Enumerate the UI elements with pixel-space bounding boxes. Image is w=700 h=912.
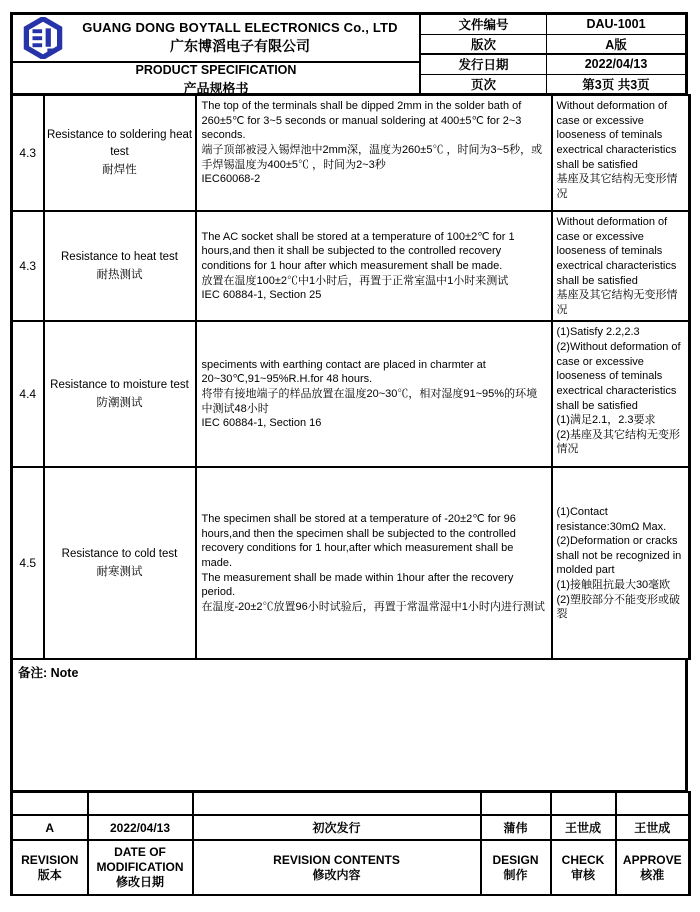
company-block	[13, 15, 419, 63]
header-line: DESIGN	[492, 852, 539, 867]
product-title-block	[13, 63, 419, 97]
requirement	[552, 95, 690, 211]
spec-row-heat	[12, 211, 690, 321]
approve-header	[616, 840, 690, 895]
check-name: 王世成	[551, 815, 616, 840]
requirement-line: (1)满足2.1，2.3要求	[556, 414, 656, 427]
header-left	[13, 15, 421, 96]
page-value: 第3页 共3页	[582, 77, 650, 92]
description-en: The AC socket shall be stored at a temperature of 100±2℃ for 1 hours,and then it shall be subjected to the controlled recovery conditions for 1 hour after which measurement shall be made.	[201, 230, 515, 272]
approve-name: 王世成	[616, 815, 690, 840]
header-field-row	[421, 35, 685, 56]
description-cn: 放置在温度100±2℃中1小时后，再置于正常室温中1小时来测试	[201, 274, 509, 287]
test-name-en: Resistance to moisture test	[50, 379, 189, 392]
company-logo-icon	[21, 17, 65, 59]
revision-label: 版次	[421, 35, 547, 54]
requirement-line: (2)塑胶部分不能变形或破裂	[556, 593, 680, 621]
revision-header-row	[12, 840, 690, 895]
header-line: 修改内容	[312, 867, 361, 882]
revision-header	[12, 840, 88, 895]
check-header	[551, 840, 616, 895]
test-standard: IEC60068-2	[201, 173, 261, 186]
test-name-cn: 防潮测试	[96, 396, 143, 409]
empty-cell	[551, 792, 616, 815]
spec-table	[10, 94, 691, 660]
header-line: CHECK	[561, 852, 605, 867]
requirement-line: (1)Satisfy 2.2,2.3	[556, 326, 640, 339]
revision-code: A	[12, 815, 88, 840]
company-names	[65, 20, 415, 56]
requirement	[552, 321, 690, 467]
design-header	[481, 840, 551, 895]
header-fields	[421, 15, 685, 93]
test-name-cn: 耐热测试	[96, 268, 143, 281]
revision-value: A版	[605, 37, 627, 52]
revision-data-row	[12, 815, 690, 840]
requirement-line: (2)基座及其它结构无变形情况	[556, 428, 680, 456]
empty-cell	[481, 792, 551, 815]
test-name-en: Resistance to heat test	[61, 251, 178, 264]
header-field-row	[421, 75, 685, 94]
modification-date: 2022/04/13	[88, 815, 193, 840]
date-of-modification-header	[88, 840, 193, 895]
test-standard: IEC 60884-1, Section 16	[201, 417, 322, 430]
test-description	[196, 211, 552, 321]
empty-cell	[88, 792, 193, 815]
header-field-row	[421, 55, 685, 75]
test-standard: IEC 60884-1, Section 25	[201, 289, 322, 302]
requirement-en: Without deformation of case or excessive looseness of teminals exectrical characteristics shall be satisfied	[556, 216, 677, 287]
requirement-cn: 基座及其它结构无变形情况	[556, 173, 678, 200]
revision-contents: 初次发行	[193, 815, 481, 840]
spec-row-moisture	[12, 321, 690, 467]
header-line: MODIFICATION	[96, 860, 184, 875]
header-line: 版本	[37, 867, 62, 882]
note-section	[10, 658, 688, 793]
empty-cell	[616, 792, 690, 815]
description-cn: 端子顶部被浸入锡焊池中2mm深，温度为260±5℃ ，时间为3~5秒，或手焊锡温度为400±5℃ ，时间为2~3秒	[201, 143, 543, 171]
page-label: 页次	[421, 75, 547, 94]
requirement-cn: 基座及其它结构无变形情况	[556, 289, 678, 316]
description-cn: 将带有接地端子的样品放置在温度20~30℃，相对湿度91~95%的环境中测试48小时	[201, 388, 538, 415]
header-line: APPROVE	[622, 852, 682, 867]
note-label: 备注: Note	[18, 666, 79, 681]
company-name-en: GUANG DONG BOYTALL ELECTRONICS Co., LTD	[82, 20, 398, 35]
test-description	[196, 95, 552, 211]
row-number: 4.3	[12, 211, 44, 321]
document-header	[10, 12, 688, 96]
spec-row-cold	[12, 467, 690, 659]
test-description	[196, 321, 552, 467]
test-name	[44, 467, 196, 659]
row-number: 4.5	[12, 467, 44, 659]
test-name	[44, 321, 196, 467]
description-en: The specimen shall be stored at a temperature of -20±2℃ for 96 hours,and then the specimen shall be subjected to the controlled recovery conditions for 1 hour,after which measurement shall be made.	[201, 513, 516, 570]
header-line: 审核	[570, 867, 595, 882]
header-line: REVISION CONTENTS	[273, 852, 400, 867]
test-name-cn: 耐寒测试	[96, 565, 143, 578]
requirement-line: (1)Contact resistance:30mΩ Max.	[556, 505, 667, 533]
header-line: 核准	[640, 867, 665, 882]
document-title-en: PRODUCT SPECIFICATION	[135, 63, 297, 77]
row-number: 4.4	[12, 321, 44, 467]
test-name	[44, 211, 196, 321]
description-cn: 在温度-20±2℃放置96小时试验后，再置于常温常湿中1小时内进行测试	[201, 600, 545, 613]
doc-number-value: DAU-1001	[586, 17, 646, 32]
header-line: 制作	[503, 867, 528, 882]
header-line: 修改日期	[115, 875, 164, 890]
doc-number-label: 文件编号	[421, 15, 547, 34]
requirement-line: (2)Without deformation of case or excessive looseness of teminals exectrical characteristics shall be satisfied	[556, 341, 681, 412]
requirement	[552, 211, 690, 321]
row-number: 4.3	[12, 95, 44, 211]
header-line: DATE OF	[114, 845, 166, 860]
test-name-cn: 耐焊性	[102, 163, 137, 176]
empty-cell	[12, 792, 88, 815]
revision-table	[10, 791, 691, 896]
design-name: 蒲伟	[481, 815, 551, 840]
test-description	[196, 467, 552, 659]
revision-contents-header	[193, 840, 481, 895]
revision-empty-row	[12, 792, 690, 815]
document-title-cn: 产品规格书	[183, 81, 249, 96]
requirement-en: Without deformation of case or excessive looseness of teminals exectrical characteristics shall be satisfied	[556, 100, 677, 171]
requirement-line: (1)接触阻抗最大30毫欧	[556, 579, 671, 591]
specification-document	[10, 12, 688, 896]
description-en: speciments with earthing contact are placed in charmter at 20~30℃,91~95%R.H.for 48 hours.	[201, 358, 486, 386]
requirement	[552, 467, 690, 659]
requirement-line: (2)Deformation or cracks shall not be recognized in molded part	[556, 535, 682, 577]
company-name-cn: 广东博滔电子有限公司	[170, 38, 310, 54]
description-en: The measurement shall be made within 1hour after the recovery period.	[201, 571, 514, 599]
header-field-row	[421, 15, 685, 35]
test-name	[44, 95, 196, 211]
empty-cell	[193, 792, 481, 815]
test-name-en: Resistance to soldering heat test	[46, 129, 193, 159]
spec-row-soldering-heat	[12, 95, 690, 211]
issue-date-label: 发行日期	[421, 55, 547, 74]
header-line: REVISION	[21, 852, 79, 867]
description-en: The top of the terminals shall be dipped 2mm in the solder bath of 260±5℃ for 3~5 seconds or manual soldering at 400±5℃ for 2~3 seconds.	[201, 100, 522, 142]
issue-date-value: 2022/04/13	[584, 57, 648, 72]
test-name-en: Resistance to cold test	[61, 548, 178, 561]
